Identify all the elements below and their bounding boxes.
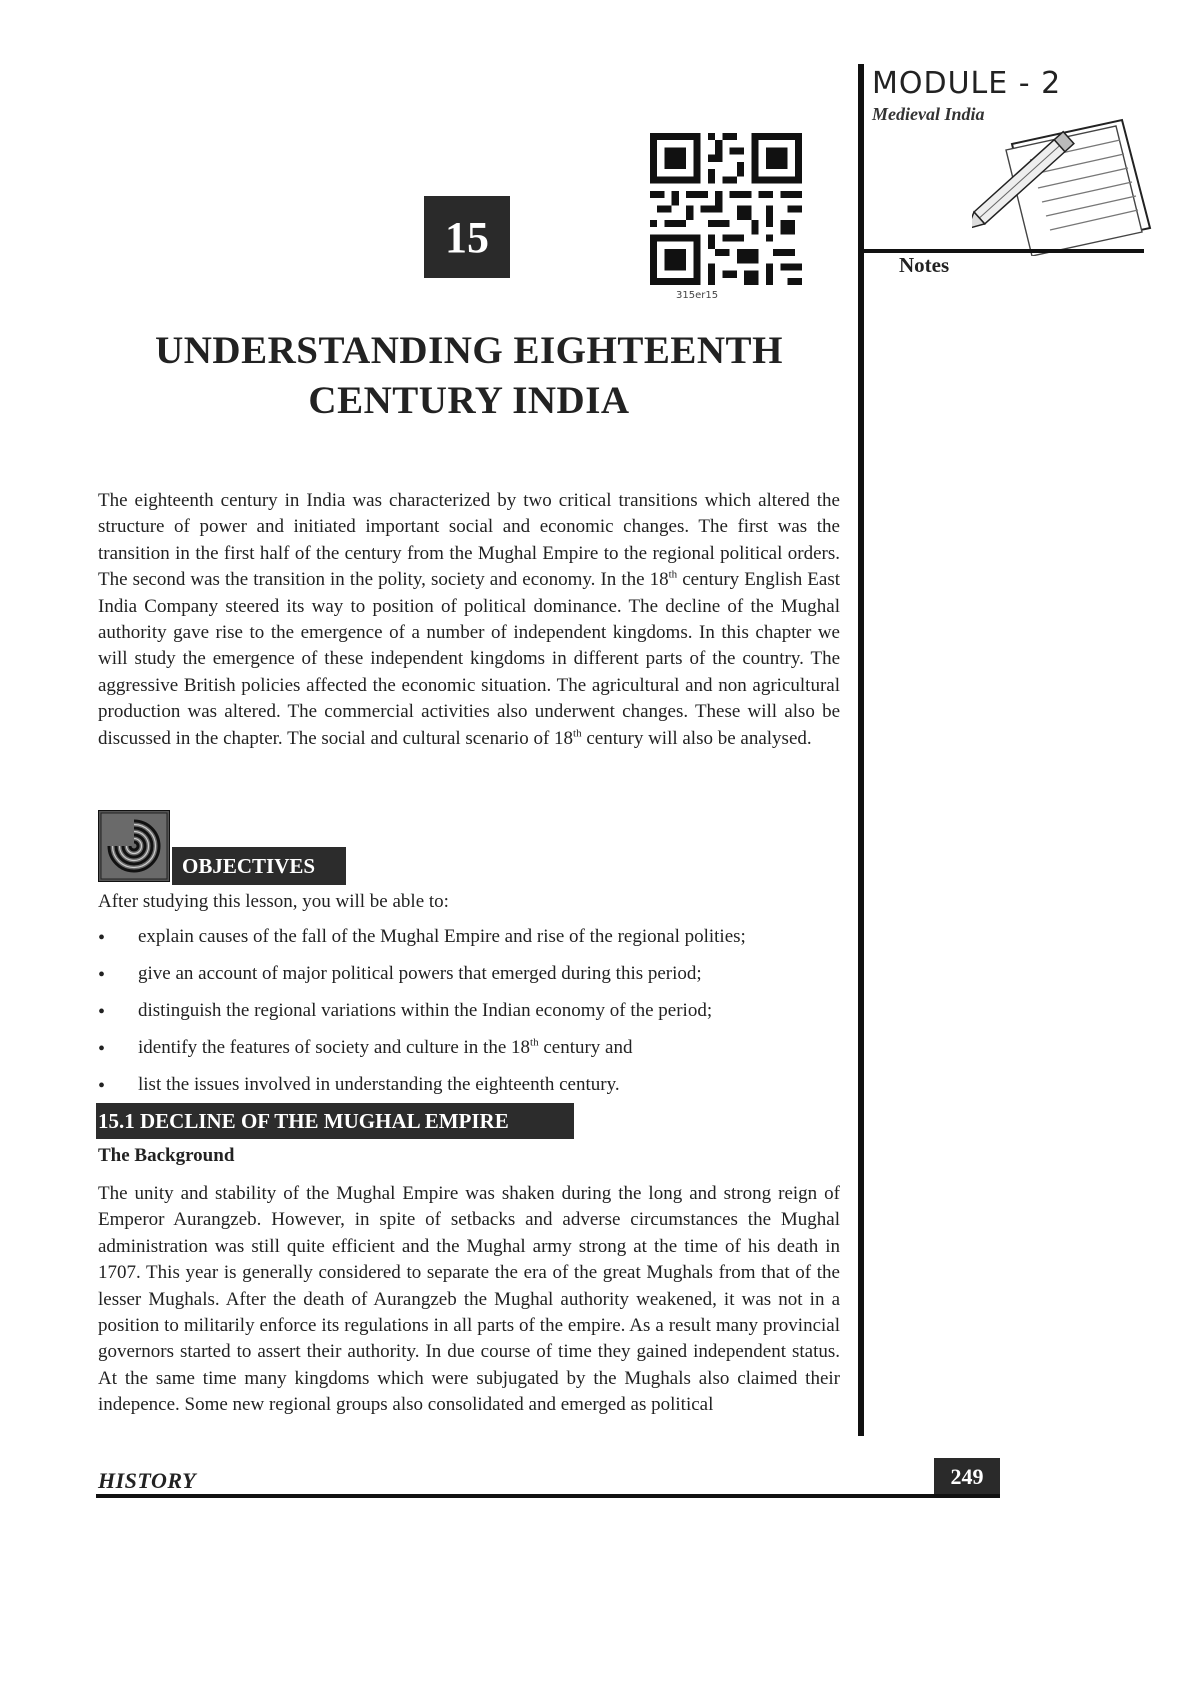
objectives-spiral-icon (98, 810, 170, 882)
module-column-divider (858, 64, 864, 1436)
qr-code-icon[interactable] (650, 133, 802, 285)
objective-item-sup: th (530, 1036, 539, 1049)
objectives-intro: After studying this lesson, you will be able to: (98, 891, 449, 912)
background-paragraph: The unity and stability of the Mughal Empire was shaken during the long and strong reign of Emperor Aurangzeb. However, in spite of setbacks and adverse circumstances the Mughal administration was still quite efficient and the Mughal army strong at the time of his death in 1707. This year is generally considered to separate the era of the great Mughals from that of the lesser Mughals. After the death of Aurangzeb the Mughal authority weakened, it was not in a position to militarily enforce its regulations in all parts of the empire. As a result many provincial governors started to assert their authority. In due course of time they gained independent status. At the same time many kingdoms which were subjugated by the Mughals also claimed their indepence. Some new regional groups also consolidated and emerged as political (98, 1183, 840, 1416)
objective-item-text: identify the features of society and culture in the 18 (138, 1037, 531, 1058)
qr-caption: 315er15 (676, 290, 719, 301)
intro-text-2: century English East India Company steered its way to position of political dominance. The decline of the Mughal authority gave rise to the emergence of a number of independent kingdoms. In this chapter we will study the emergence of these independent kingdoms in different parts of the country. The aggressive British policies affected the economic situation. The agricultural and non agricultural production was altered. The commercial activities also underwent changes. These will also be discussed in the chapter. The social and cultural scenario of 18 (98, 569, 841, 749)
chapter-title-line1: UNDERSTANDING EIGHTEENTH (155, 329, 783, 372)
module-title: MODULE - 2 (872, 66, 1062, 101)
objective-item: • explain causes of the fall of the Mughal Empire and rise of the regional polities; (98, 925, 858, 962)
chapter-title-line2: CENTURY INDIA (308, 379, 630, 422)
page-number: 249 (934, 1458, 1000, 1496)
intro-text-1: The eighteenth century in India was characterized by two critical transitions which altered the structure of power and initiated important social and economic changes. The first was the transition in the first half of the century from the Mughal Empire to the regional political orders. The second was the transition in the polity, society and economy. In the 18 (98, 490, 840, 591)
intro-text-3: century will also be analysed. (581, 727, 812, 749)
section-heading: 15.1 DECLINE OF THE MUGHAL EMPIRE (96, 1103, 574, 1139)
objectives-list (98, 925, 858, 1110)
objective-item: • distinguish the regional variations within the Indian economy of the period; (98, 999, 858, 1036)
chapter-number: 15 (424, 196, 510, 278)
objective-item (98, 1036, 858, 1073)
objective-item: • list the issues involved in understanding the eighteenth century. (98, 1073, 858, 1110)
footer-subject: HISTORY (98, 1468, 197, 1493)
objective-item: • give an account of major political powers that emerged during this period; (98, 962, 858, 999)
chapter-title (90, 326, 848, 426)
intro-paragraph (98, 488, 840, 752)
footer-divider (96, 1494, 1000, 1498)
notebook-pencil-icon (972, 116, 1152, 256)
intro-sup-2: th (573, 727, 582, 740)
intro-sup-1: th (668, 568, 678, 581)
objectives-label: OBJECTIVES (172, 847, 346, 885)
objective-item-tail: century and (538, 1037, 633, 1058)
module-subtitle: Medieval India (872, 104, 985, 124)
notes-label: Notes (899, 253, 950, 277)
section-subheading: The Background (98, 1145, 235, 1166)
